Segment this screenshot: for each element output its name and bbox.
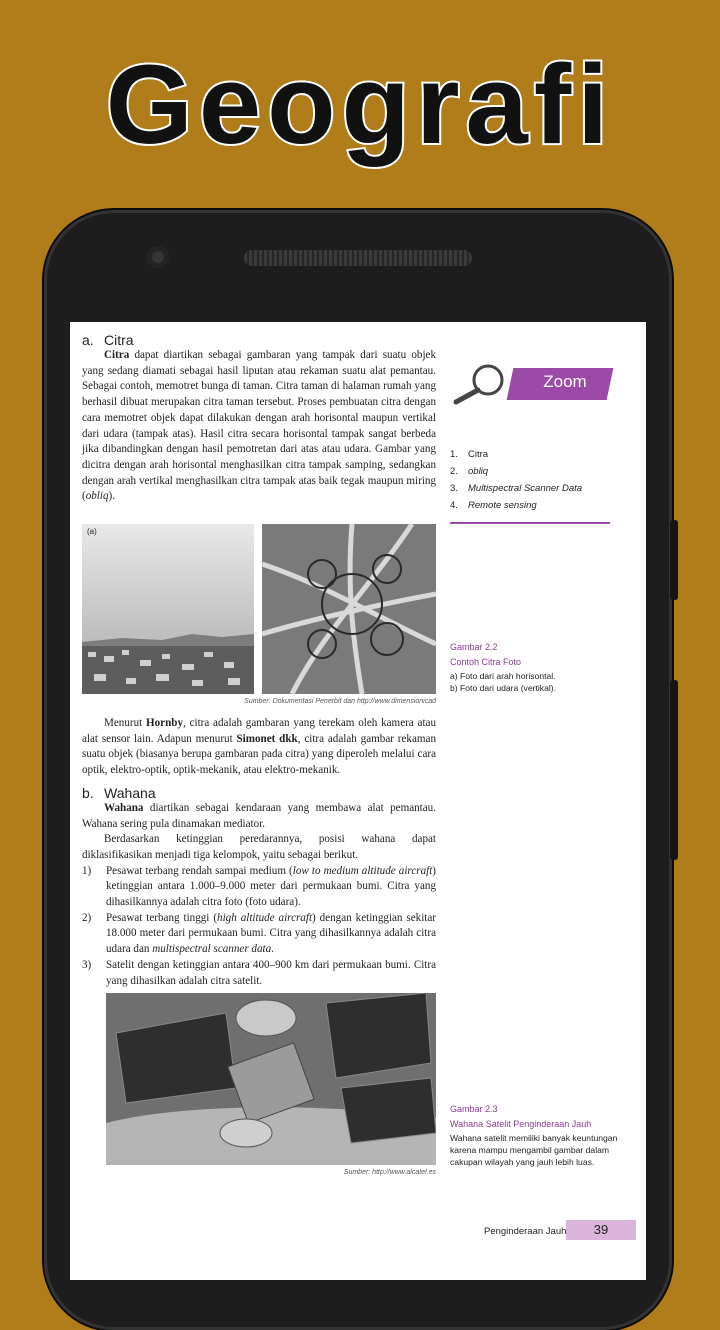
power-button	[670, 680, 678, 860]
list-item: 2) Pesawat terbang tinggi (high altitude aircraft) dengan ketinggian sekitar 18.000 meter dari permukaan bumi. Citra yang dihasilkannya adalah citra udara dan multispectral scanner data.	[82, 911, 436, 956]
list-item: 3. Multispectral Scanner Data	[450, 483, 583, 494]
book-page[interactable]	[70, 322, 646, 1280]
section-a-heading: a. Citra	[82, 332, 134, 348]
list-item: 1) Pesawat terbang rendah sampai medium (low to medium altitude aircraft) ketinggian antara 1.000–9.000 meter dari permukaan bumi. Citra yang dihasilkannya adalah citra foto (foto udara).	[82, 864, 436, 909]
altitude-list	[82, 864, 436, 990]
photo-satellite	[106, 993, 436, 1165]
list-item: 2. obliq	[450, 466, 489, 477]
photo-aerial-interchange	[262, 524, 436, 694]
zoom-label: Zoom	[543, 372, 587, 391]
chapter-footer: Penginderaan Jauh	[484, 1226, 567, 1237]
section-a-paragraph-1: Citra dapat diartikan sebagai gambaran yang tampak dari suatu objek yang sedang diamati sebagai hasil liputan atau rekaman suatu alat pemantau. Sebagai contoh, memotret bunga di taman. Citra taman di halaman rumah yang berhasil dibuat merupakan citra taman tersebut. Proses pembuatan citra dengan cara memotret objek dapat dilakukan dengan arah horisontal maupun vertikal dari udara (tampak atas). Hasil citra secara horisontal tampak sangat berbeda jika dibandingkan dengan hasil pemotretan dari atas atau udara. Gambar yang dicitra dengan arah horisontal menghasilkan citra tampak samping, sedangkan dengan arah vertikal menghasilkan citra tampak atas baik tegak maupun miring (obliq).	[82, 349, 436, 503]
photo-label: (a)	[87, 527, 97, 536]
page-number: 39	[566, 1220, 636, 1240]
zoom-list	[450, 446, 610, 524]
list-item: 1. Citra	[450, 449, 489, 460]
list-item: 3) Satelit dengan ketinggian antara 400–900 km dari permukaan bumi. Citra yang dihasilkan adalah citra satelit.	[82, 958, 436, 987]
list-item: 4. Remote sensing	[450, 500, 537, 511]
section-b-heading: b. Wahana	[82, 784, 156, 801]
figure-2-3-caption: Gambar 2.3 Wahana Satelit Penginderaan Jauh Wahana satelit memiliki banyak keuntungan karena mampu mengambil gambar dalam cakupan wilayah yang jauh lebih luas.	[450, 1104, 618, 1167]
satellite-photo-credit: Sumber: http://www.alcatel.es	[343, 1169, 436, 1177]
photo-credit: Sumber: Dokumentasi Penerbit dan http://www.dimensionicad	[244, 698, 436, 705]
volume-button	[670, 520, 678, 600]
section-b-paragraph-2: Berdasarkan ketinggian peredarannya, posisi wahana dapat diklasifikasikan menjadi tiga kelompok, yaitu sebagai berikut.	[82, 833, 436, 861]
speaker-grille	[244, 250, 472, 266]
front-camera	[147, 246, 169, 268]
magnifier-icon	[450, 362, 510, 406]
photo-pair	[82, 524, 436, 714]
section-b-paragraph-1: Wahana diartikan sebagai kendaraan yang membawa alat pemantau. Wahana sering pula dinamakan mediator.	[82, 801, 436, 830]
section-a-paragraph-2: Menurut Hornby, citra adalah gambaran yang terekam oleh kamera atau alat sensor lain. Adapun menurut Simonet dkk, citra adalah gambar rekaman suatu objek (biasanya berupa gambaran pada citra) yang diperoleh melalui cara optik, elektro-optik, optik-mekanik, atau elektro-mekanik.	[82, 717, 436, 777]
promo-title: Geografi	[105, 42, 615, 167]
photo-horizontal-city	[82, 524, 254, 694]
main-column	[82, 330, 436, 1177]
figure-2-2-caption: Gambar 2.2 Contoh Citra Foto a) Foto dari arah horisontal. b) Foto dari udara (vertikal).	[450, 642, 557, 693]
